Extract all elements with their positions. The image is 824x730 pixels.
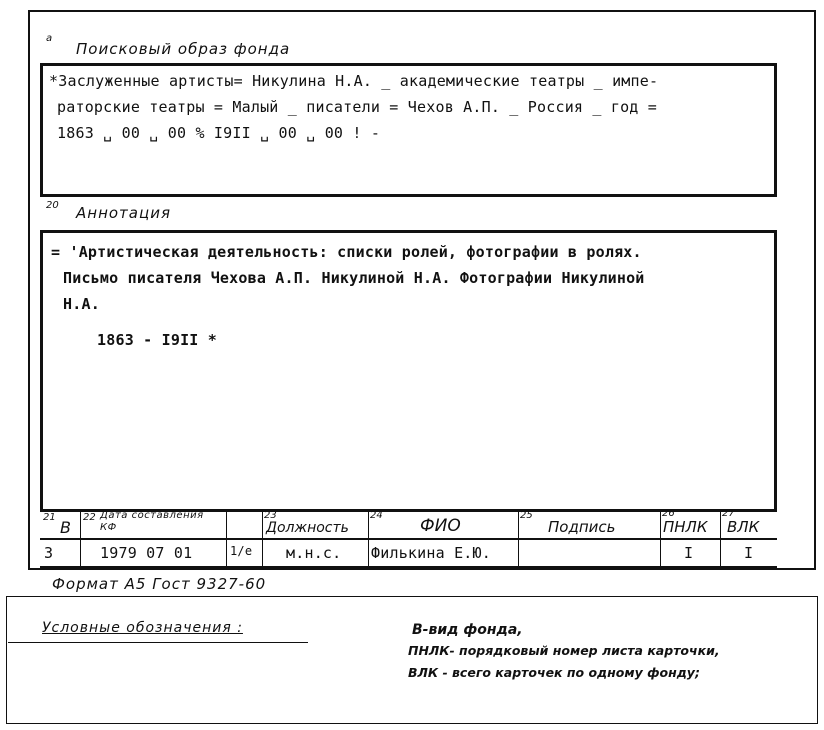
header-23-num: 23 — [264, 510, 277, 521]
annotation-dates: 1863 - I9II * — [97, 331, 217, 349]
section-a-title: Поисковый образ фонда — [76, 40, 291, 58]
cell-pnlk: I — [684, 544, 694, 562]
table-bottom-line — [40, 566, 777, 568]
legend-frame — [6, 596, 818, 724]
table-row-divider — [40, 538, 777, 540]
header-25-label: Подпись — [548, 518, 616, 536]
cell-date: 1979 07 01 — [100, 544, 193, 562]
header-26-label: ПНЛК — [663, 518, 708, 536]
legend-title-underline — [8, 642, 308, 643]
table-col-divider — [518, 512, 519, 568]
table-col-divider — [262, 512, 263, 568]
cell-v: 3 — [44, 544, 54, 562]
header-22-label: Дата составления КФ — [100, 510, 204, 533]
annotation-line-1: = 'Артистическая деятельность: списки ролей, фотографии в ролях. — [51, 243, 642, 261]
table-col-divider — [368, 512, 369, 568]
header-25-num: 25 — [520, 510, 533, 521]
annotation-line-2: Письмо писателя Чехова А.П. Никулиной Н.А. Фотографии Никулиной — [63, 269, 645, 287]
table-col-divider — [226, 512, 227, 568]
legend-item-vlk: ВЛК - всего карточек по одному фонду; — [408, 665, 700, 680]
cell-position: м.н.с. — [286, 544, 342, 562]
table-col-divider — [720, 512, 721, 568]
format-note: Формат А5 Гост 9327-60 — [52, 575, 267, 593]
header-21-num: 21 — [43, 512, 56, 523]
search-image-box — [40, 63, 777, 197]
table-col-divider — [80, 512, 81, 568]
annotation-line-3: Н.А. — [63, 295, 100, 313]
header-21-label: В — [60, 518, 71, 537]
header-23-label: Должность — [266, 520, 349, 536]
cell-vlk: I — [744, 544, 754, 562]
search-line-2: раторские театры = Малый _ писатели = Чехов А.П. _ Россия _ год = — [57, 98, 657, 116]
section-20-number: 20 — [46, 200, 59, 211]
legend-title: Условные обозначения : — [42, 620, 243, 636]
table-col-divider — [660, 512, 661, 568]
search-line-1: *Заслуженные артисты= Никулина Н.А. _ академические театры _ импе- — [49, 72, 659, 90]
section-20-title: Аннотация — [76, 204, 171, 222]
cell-fio: Филькина Е.Ю. — [371, 544, 491, 562]
search-line-3: 1863 ␣ 00 ␣ 00 % I9II ␣ 00 ␣ 00 ! - — [57, 124, 381, 142]
header-24-num: 24 — [370, 510, 383, 521]
section-a-number: а — [46, 33, 53, 44]
header-27-num: 27 — [722, 508, 735, 519]
annotation-box — [40, 230, 777, 512]
legend-item-v: В-вид фонда, — [412, 622, 523, 638]
legend-item-pnlk: ПНЛК- порядковый номер листа карточки, — [408, 643, 720, 658]
header-22-num: 22 — [83, 512, 96, 523]
cell-mark: 1/e — [230, 544, 253, 558]
header-27-label: ВЛК — [727, 518, 760, 536]
header-24-label: ФИО — [420, 516, 461, 536]
header-26-num: 26 — [662, 508, 675, 519]
